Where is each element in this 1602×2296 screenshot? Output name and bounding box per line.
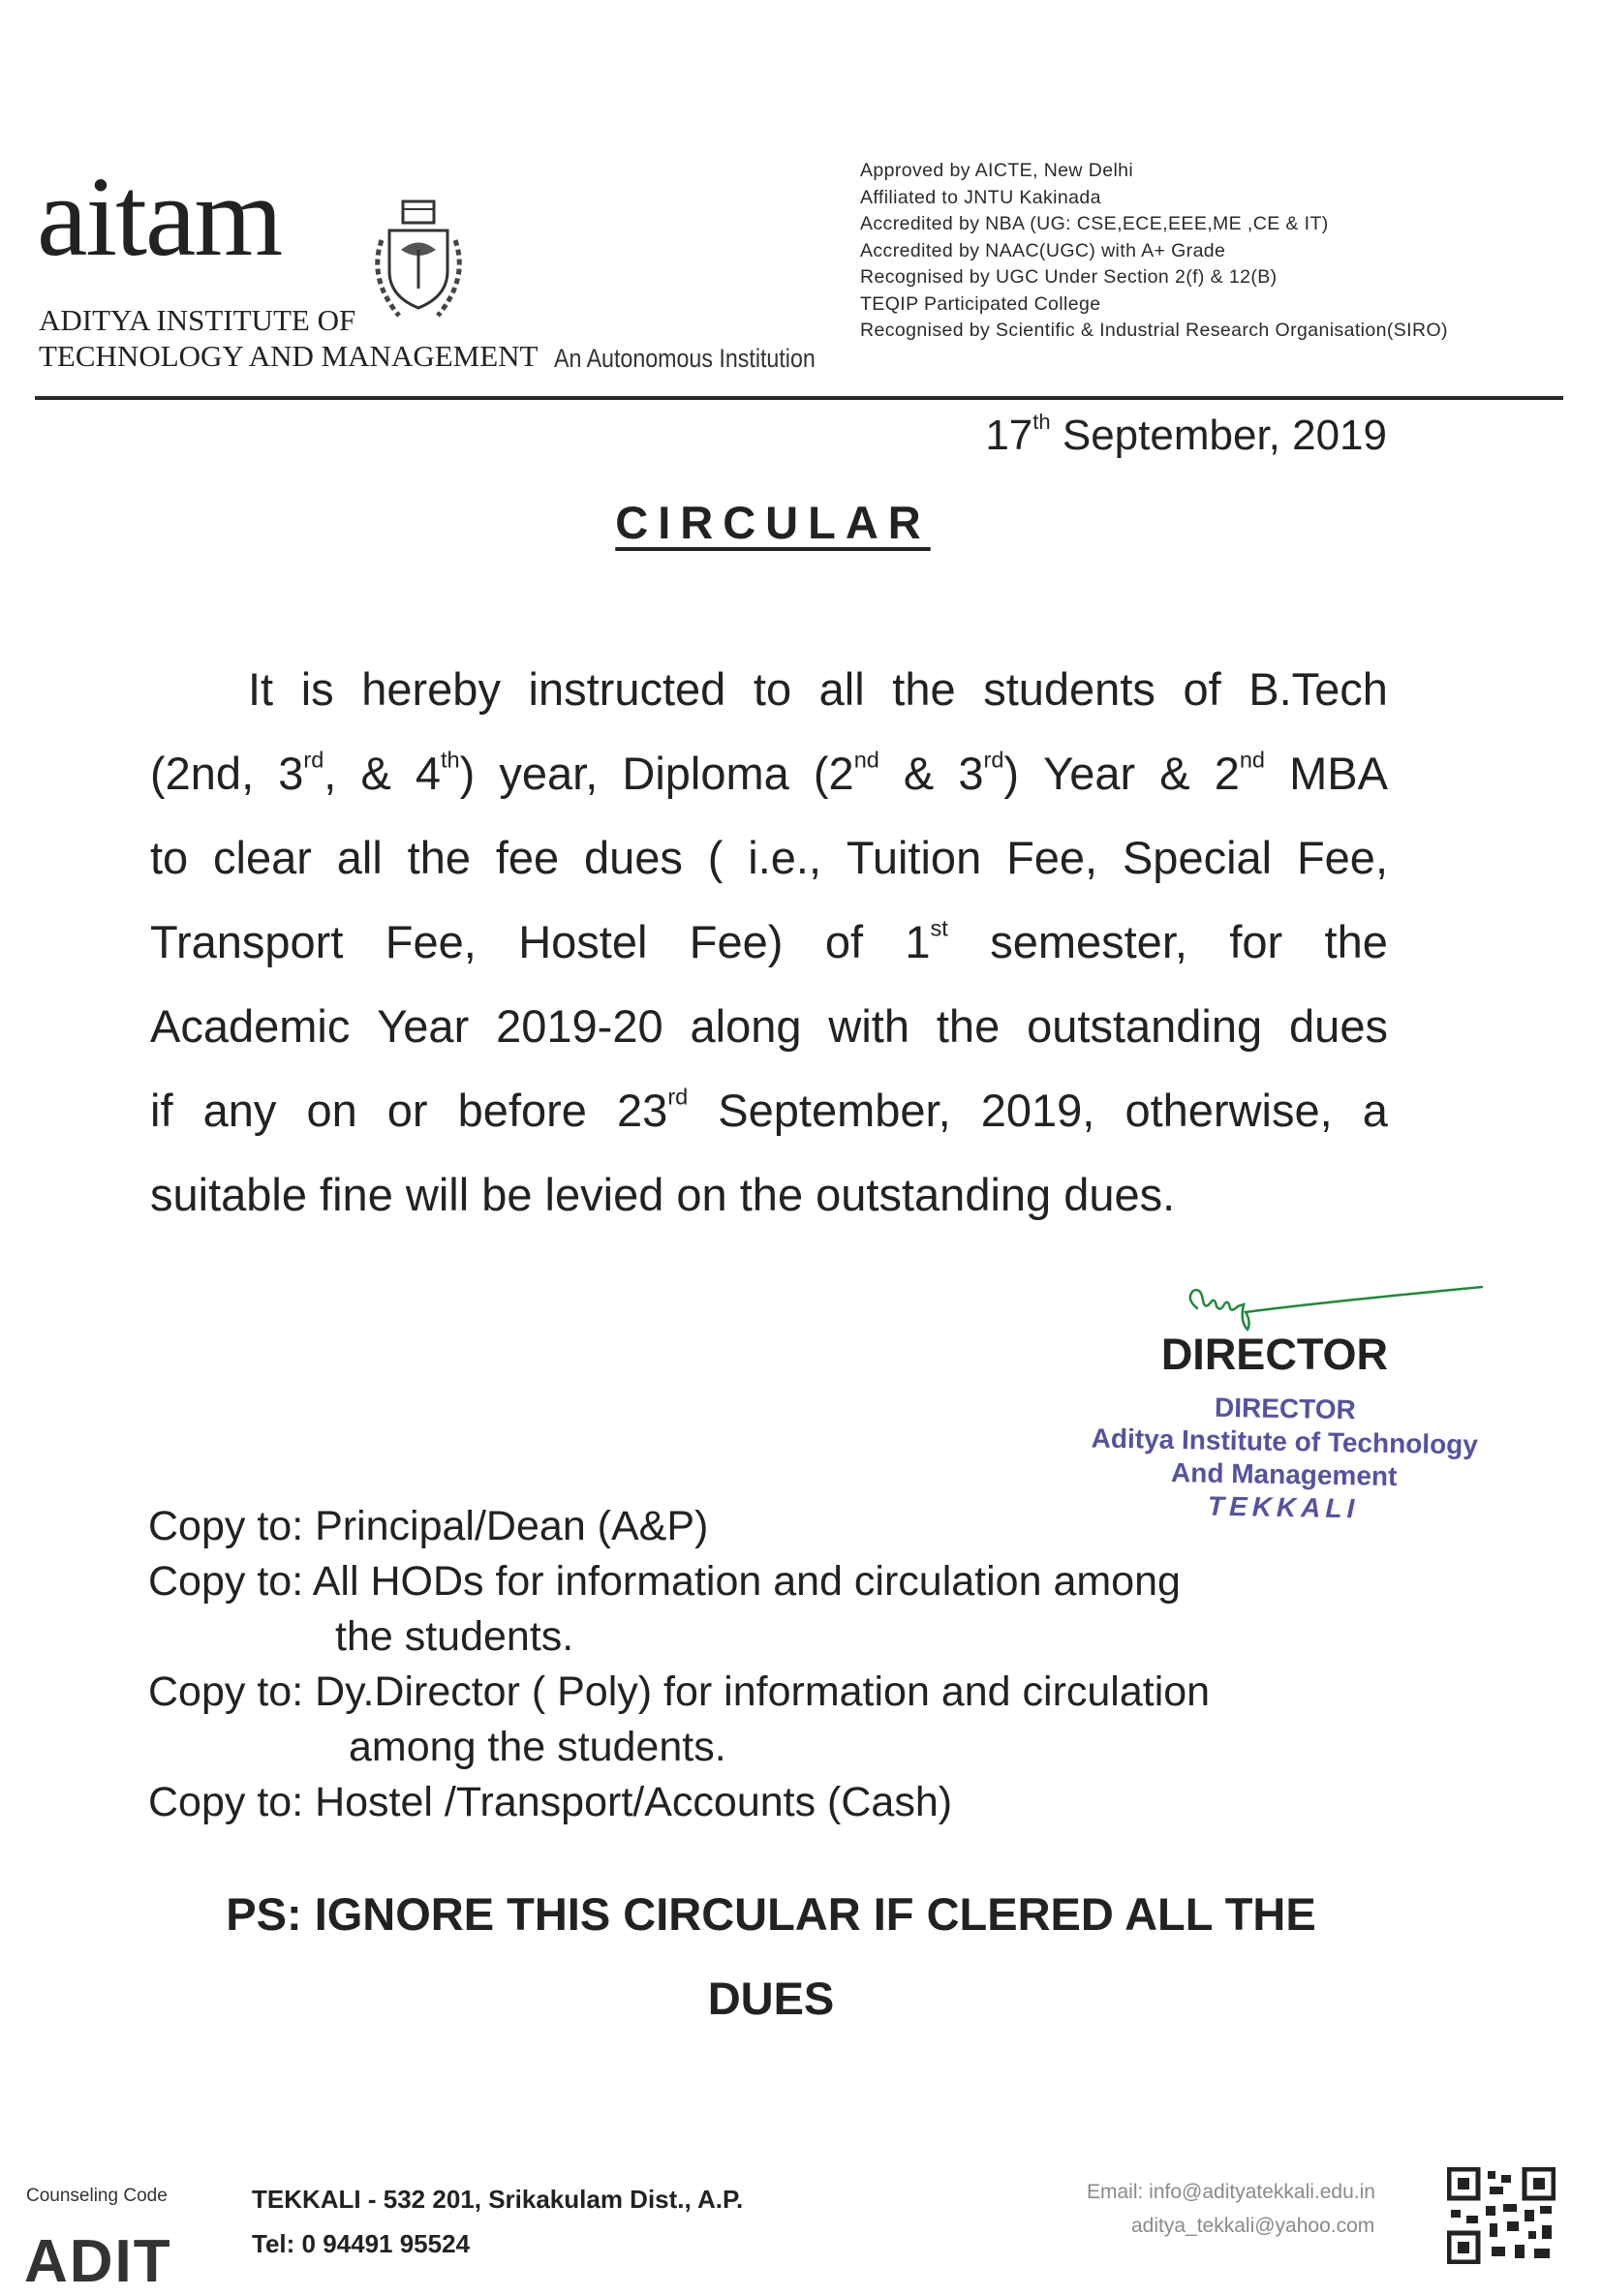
qr-code-icon bbox=[1447, 2167, 1556, 2264]
header-divider bbox=[35, 396, 1563, 400]
postscript-line1: PS: IGNORE THIS CIRCULAR IF CLERED ALL THE bbox=[226, 1888, 1316, 1940]
accreditation-item: TEQIP Participated College bbox=[860, 292, 1101, 315]
copy-to-line: the students. bbox=[335, 1613, 574, 1660]
circular-body bbox=[150, 647, 1388, 1237]
body-line-7: suitable fine will be levied on the outstanding dues. bbox=[150, 1169, 1176, 1220]
accreditation-list bbox=[860, 158, 1448, 345]
body-line-2: (2nd, 3rd, & 4th) year, Diploma (2nd & 3rd) Year & 2nd MBA bbox=[150, 747, 1388, 799]
body-line-6: if any on or before 23rd September, 2019, otherwise, a bbox=[150, 1084, 1388, 1136]
copy-to-line: Copy to: All HODs for information and circulation among bbox=[148, 1558, 1181, 1605]
body-line-5: Academic Year 2019-20 along with the outstanding dues bbox=[150, 1000, 1388, 1052]
accreditation-item: Affiliated to JNTU Kakinada bbox=[860, 186, 1101, 208]
autonomous-label: An Autonomous Institution bbox=[554, 344, 816, 373]
logo-wordmark: aitam bbox=[37, 153, 282, 280]
accreditation-item: Accredited by NAAC(UGC) with A+ Grade bbox=[860, 239, 1226, 261]
signatory-title: DIRECTOR bbox=[1160, 1330, 1388, 1379]
copy-to-line: Copy to: Dy.Director ( Poly) for information and circulation bbox=[148, 1668, 1211, 1715]
body-line-3: to clear all the fee dues ( i.e., Tuition Fee, Special Fee, bbox=[150, 832, 1388, 883]
footer-address: TEKKALI - 532 201, Srikakulam Dist., A.P. bbox=[252, 2185, 744, 2214]
director-stamp bbox=[1061, 1389, 1508, 1528]
stamp-line: And Management bbox=[1170, 1456, 1398, 1492]
footer-phone: Tel: 0 94491 95524 bbox=[252, 2229, 471, 2258]
institute-name-line2: TECHNOLOGY AND MANAGEMENT bbox=[39, 339, 539, 373]
footer-email-primary: Email: info@adityatekkali.edu.in bbox=[1087, 2181, 1375, 2203]
stamp-line: TEKKALI bbox=[1207, 1490, 1360, 1524]
circular-date: 17th September, 2019 bbox=[985, 410, 1387, 459]
stamp-line: Aditya Institute of Technology bbox=[1091, 1423, 1479, 1460]
accreditation-item: Recognised by UGC Under Section 2(f) & 12(B) bbox=[860, 266, 1278, 288]
body-line-1: It is hereby instructed to all the students of B.Tech bbox=[248, 663, 1388, 715]
footer-email-secondary: aditya_tekkali@yahoo.com bbox=[1131, 2215, 1375, 2237]
accreditation-item: Approved by AICTE, New Delhi bbox=[860, 160, 1134, 181]
body-line-4: Transport Fee, Hostel Fee) of 1st semester, for the bbox=[150, 915, 1388, 967]
accreditation-item: Recognised by Scientific & Industrial Research Organisation(SIRO) bbox=[860, 320, 1448, 341]
counseling-code-value: ADIT bbox=[24, 2228, 172, 2295]
circular-title: CIRCULAR bbox=[615, 497, 931, 548]
copy-to-line: Copy to: Hostel /Transport/Accounts (Cash) bbox=[148, 1779, 953, 1825]
copy-to-line: Copy to: Principal/Dean (A&P) bbox=[148, 1503, 709, 1549]
crest-emblem-icon bbox=[360, 192, 477, 327]
institute-name-line1: ADITYA INSTITUTE OF bbox=[39, 303, 356, 337]
postscript-line2: DUES bbox=[707, 1973, 835, 2024]
accreditation-item: Accredited by NBA (UG: CSE,ECE,EEE,ME ,CE & IT) bbox=[860, 213, 1329, 234]
copy-to-line: among the students. bbox=[349, 1724, 726, 1770]
stamp-line: DIRECTOR bbox=[1214, 1392, 1357, 1425]
counseling-code-label: Counseling Code bbox=[26, 2186, 168, 2206]
